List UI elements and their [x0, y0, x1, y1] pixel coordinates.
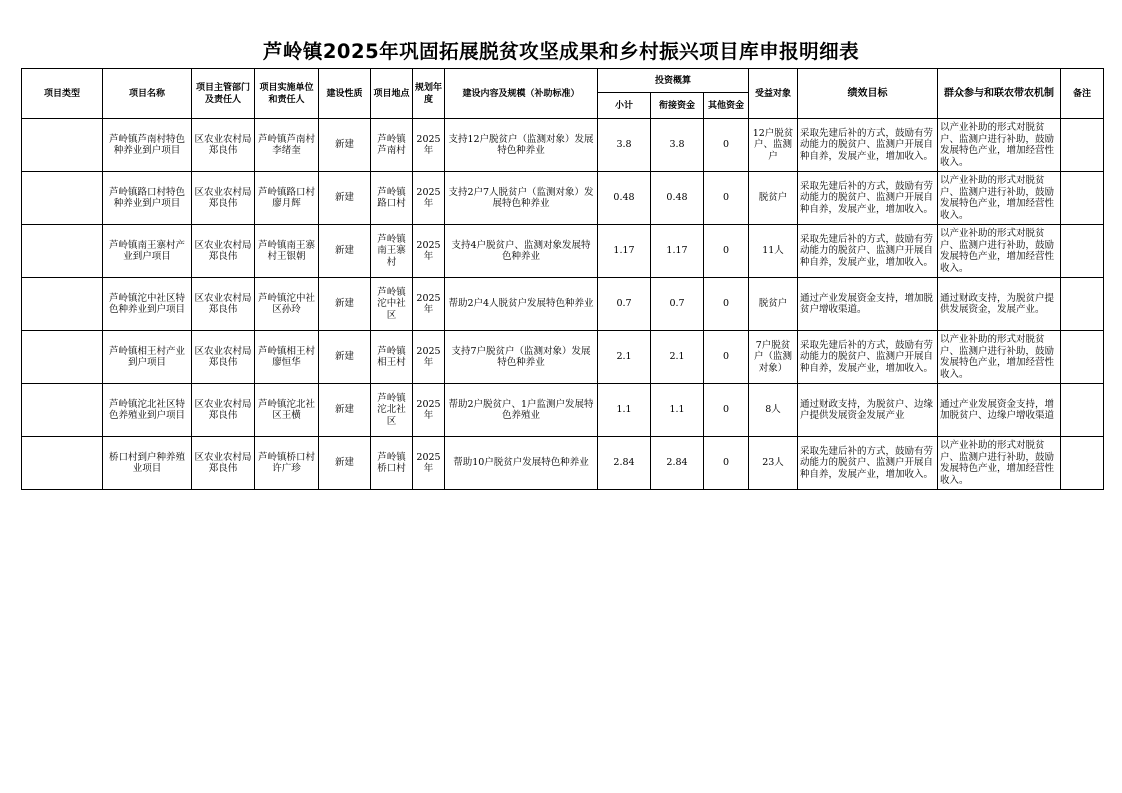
- cell-type: [22, 172, 103, 225]
- cell-location: 芦岭镇沱中社区: [371, 278, 413, 331]
- cell-other-funds: 0: [704, 172, 749, 225]
- col-header-year: 规划年度: [413, 69, 445, 119]
- col-header-goal: 绩效目标: [798, 69, 938, 119]
- cell-other-funds: 0: [704, 119, 749, 172]
- cell-beneficiary: 脱贫户: [749, 278, 798, 331]
- col-header-linked-funds: 衔接资金: [651, 93, 704, 119]
- cell-nature: 新建: [319, 331, 371, 384]
- cell-linked-funds: 2.1: [651, 331, 704, 384]
- cell-unit: 芦岭镇南王寨村王银朝: [255, 225, 319, 278]
- col-header-name: 项目名称: [103, 69, 192, 119]
- col-header-other-funds: 其他资金: [704, 93, 749, 119]
- cell-location: 芦岭镇桥口村: [371, 437, 413, 490]
- cell-dept: 区农业农村局郑良伟: [192, 384, 255, 437]
- table-row: [22, 225, 1104, 278]
- cell-type: [22, 225, 103, 278]
- cell-type: [22, 331, 103, 384]
- cell-beneficiary: 11人: [749, 225, 798, 278]
- cell-remark: [1061, 278, 1104, 331]
- cell-name: 芦岭镇路口村特色种养业到户项目: [103, 172, 192, 225]
- cell-unit: 芦岭镇桥口村许广珍: [255, 437, 319, 490]
- header-row-1: [22, 69, 1104, 93]
- cell-nature: 新建: [319, 172, 371, 225]
- cell-remark: [1061, 331, 1104, 384]
- cell-type: [22, 437, 103, 490]
- project-table: [21, 68, 1104, 490]
- col-header-content: 建设内容及规模（补助标准）: [445, 69, 598, 119]
- cell-content: 帮助2户4人脱贫户发展特色种养业: [445, 278, 598, 331]
- cell-year: 2025年: [413, 278, 445, 331]
- cell-name: 芦岭镇相王村产业到户项目: [103, 331, 192, 384]
- cell-year: 2025年: [413, 172, 445, 225]
- cell-content: 帮助10户脱贫户发展特色种养业: [445, 437, 598, 490]
- cell-linked-funds: 0.7: [651, 278, 704, 331]
- cell-year: 2025年: [413, 437, 445, 490]
- cell-unit: 芦岭镇沱中社区孙玲: [255, 278, 319, 331]
- cell-linked-funds: 3.8: [651, 119, 704, 172]
- cell-name: 桥口村到户种养殖业项目: [103, 437, 192, 490]
- cell-content: 支持2户7人脱贫户（监测对象）发展特色种养业: [445, 172, 598, 225]
- cell-remark: [1061, 172, 1104, 225]
- table-row: [22, 437, 1104, 490]
- cell-nature: 新建: [319, 225, 371, 278]
- cell-other-funds: 0: [704, 437, 749, 490]
- cell-location: 芦岭镇芦南村: [371, 119, 413, 172]
- col-header-remark: 备注: [1061, 69, 1104, 119]
- cell-nature: 新建: [319, 384, 371, 437]
- cell-type: [22, 384, 103, 437]
- cell-remark: [1061, 119, 1104, 172]
- cell-other-funds: 0: [704, 278, 749, 331]
- cell-year: 2025年: [413, 331, 445, 384]
- cell-other-funds: 0: [704, 225, 749, 278]
- cell-nature: 新建: [319, 119, 371, 172]
- col-header-location: 项目地点: [371, 69, 413, 119]
- cell-nature: 新建: [319, 278, 371, 331]
- cell-subtotal: 3.8: [598, 119, 651, 172]
- table-row: [22, 384, 1104, 437]
- cell-year: 2025年: [413, 384, 445, 437]
- col-header-mechanism: 群众参与和联农带农机制: [938, 69, 1061, 119]
- cell-mechanism: 以产业补助的形式对脱贫户、监测户进行补助，鼓励发展特色产业，增加经营性收入。: [938, 331, 1061, 384]
- cell-location: 芦岭镇沱北社区: [371, 384, 413, 437]
- cell-mechanism: 通过产业发展资金支持，增加脱贫户、边缘户增收渠道: [938, 384, 1061, 437]
- cell-location: 芦岭镇南王寨村: [371, 225, 413, 278]
- cell-year: 2025年: [413, 225, 445, 278]
- cell-remark: [1061, 437, 1104, 490]
- cell-other-funds: 0: [704, 384, 749, 437]
- cell-subtotal: 0.48: [598, 172, 651, 225]
- col-header-unit: 项目实施单位和责任人: [255, 69, 319, 119]
- table-row: [22, 278, 1104, 331]
- cell-mechanism: 以产业补助的形式对脱贫户、监测户进行补助，鼓励发展特色产业，增加经营性收入。: [938, 437, 1061, 490]
- cell-dept: 区农业农村局郑良伟: [192, 331, 255, 384]
- table-row: [22, 172, 1104, 225]
- cell-mechanism: 以产业补助的形式对脱贫户、监测户进行补助，鼓励发展特色产业，增加经营性收入。: [938, 225, 1061, 278]
- cell-dept: 区农业农村局郑良伟: [192, 437, 255, 490]
- cell-beneficiary: 脱贫户: [749, 172, 798, 225]
- cell-name: 芦岭镇沱北社区特色养殖业到户项目: [103, 384, 192, 437]
- cell-unit: 芦岭镇沱北社区王横: [255, 384, 319, 437]
- cell-location: 芦岭镇路口村: [371, 172, 413, 225]
- cell-beneficiary: 12户脱贫户、监测户: [749, 119, 798, 172]
- cell-name: 芦岭镇芦南村特色种养业到户项目: [103, 119, 192, 172]
- cell-type: [22, 278, 103, 331]
- cell-mechanism: 以产业补助的形式对脱贫户、监测户进行补助，鼓励发展特色产业，增加经营性收入。: [938, 172, 1061, 225]
- col-header-investment: 投资概算: [598, 69, 749, 93]
- cell-subtotal: 1.17: [598, 225, 651, 278]
- col-header-beneficiary: 受益对象: [749, 69, 798, 119]
- cell-name: 芦岭镇沱中社区特色种养业到户项目: [103, 278, 192, 331]
- cell-year: 2025年: [413, 119, 445, 172]
- cell-goal: 采取先建后补的方式，鼓励有劳动能力的脱贫户、监测户开展自种自养，发展产业，增加收入。: [798, 437, 938, 490]
- cell-subtotal: 2.84: [598, 437, 651, 490]
- cell-mechanism: 通过财政支持，为脱贫户提供发展资金，发展产业。: [938, 278, 1061, 331]
- cell-dept: 区农业农村局郑良伟: [192, 119, 255, 172]
- table-row: [22, 331, 1104, 384]
- cell-goal: 采取先建后补的方式，鼓励有劳动能力的脱贫户、监测户开展自种自养，发展产业，增加收入。: [798, 119, 938, 172]
- col-header-type: 项目类型: [22, 69, 103, 119]
- cell-type: [22, 119, 103, 172]
- cell-linked-funds: 1.1: [651, 384, 704, 437]
- col-header-subtotal: 小计: [598, 93, 651, 119]
- cell-unit: 芦岭镇芦南村李绪奎: [255, 119, 319, 172]
- cell-subtotal: 2.1: [598, 331, 651, 384]
- table-row: [22, 119, 1104, 172]
- cell-linked-funds: 2.84: [651, 437, 704, 490]
- cell-content: 支持4户脱贫户、监测对象发展特色种养业: [445, 225, 598, 278]
- cell-linked-funds: 1.17: [651, 225, 704, 278]
- cell-goal: 采取先建后补的方式，鼓励有劳动能力的脱贫户、监测户开展自种自养，发展产业，增加收入。: [798, 225, 938, 278]
- cell-name: 芦岭镇南王寨村产业到户项目: [103, 225, 192, 278]
- cell-beneficiary: 8人: [749, 384, 798, 437]
- cell-unit: 芦岭镇相王村廖恒华: [255, 331, 319, 384]
- cell-dept: 区农业农村局郑良伟: [192, 172, 255, 225]
- cell-goal: 采取先建后补的方式，鼓励有劳动能力的脱贫户、监测户开展自种自养，发展产业，增加收入。: [798, 172, 938, 225]
- table-body: [22, 119, 1104, 490]
- cell-location: 芦岭镇相王村: [371, 331, 413, 384]
- cell-beneficiary: 23人: [749, 437, 798, 490]
- page-title: 芦岭镇2025年巩固拓展脱贫攻坚成果和乡村振兴项目库申报明细表: [262, 40, 860, 63]
- cell-goal: 通过产业发展资金支持，增加脱贫户增收渠道。: [798, 278, 938, 331]
- cell-beneficiary: 7户脱贫户（监测对象）: [749, 331, 798, 384]
- col-header-nature: 建设性质: [319, 69, 371, 119]
- cell-unit: 芦岭镇路口村 廖月辉: [255, 172, 319, 225]
- cell-subtotal: 1.1: [598, 384, 651, 437]
- cell-mechanism: 以产业补助的形式对脱贫户、监测户进行补助，鼓励发展特色产业，增加经营性收入。: [938, 119, 1061, 172]
- cell-content: 支持7户脱贫户（监测对象）发展特色种养业: [445, 331, 598, 384]
- cell-remark: [1061, 225, 1104, 278]
- cell-content: 支持12户脱贫户（监测对象）发展特色种养业: [445, 119, 598, 172]
- cell-linked-funds: 0.48: [651, 172, 704, 225]
- cell-dept: 区农业农村局郑良伟: [192, 278, 255, 331]
- cell-dept: 区农业农村局郑良伟: [192, 225, 255, 278]
- cell-subtotal: 0.7: [598, 278, 651, 331]
- cell-content: 帮助2户脱贫户、1户监测户发展特色养殖业: [445, 384, 598, 437]
- cell-nature: 新建: [319, 437, 371, 490]
- cell-goal: 通过财政支持，为脱贫户、边缘户提供发展资金发展产业: [798, 384, 938, 437]
- cell-remark: [1061, 384, 1104, 437]
- cell-other-funds: 0: [704, 331, 749, 384]
- cell-goal: 采取先建后补的方式，鼓励有劳动能力的脱贫户、监测户开展自种自养，发展产业，增加收入。: [798, 331, 938, 384]
- col-header-dept: 项目主管部门及责任人: [192, 69, 255, 119]
